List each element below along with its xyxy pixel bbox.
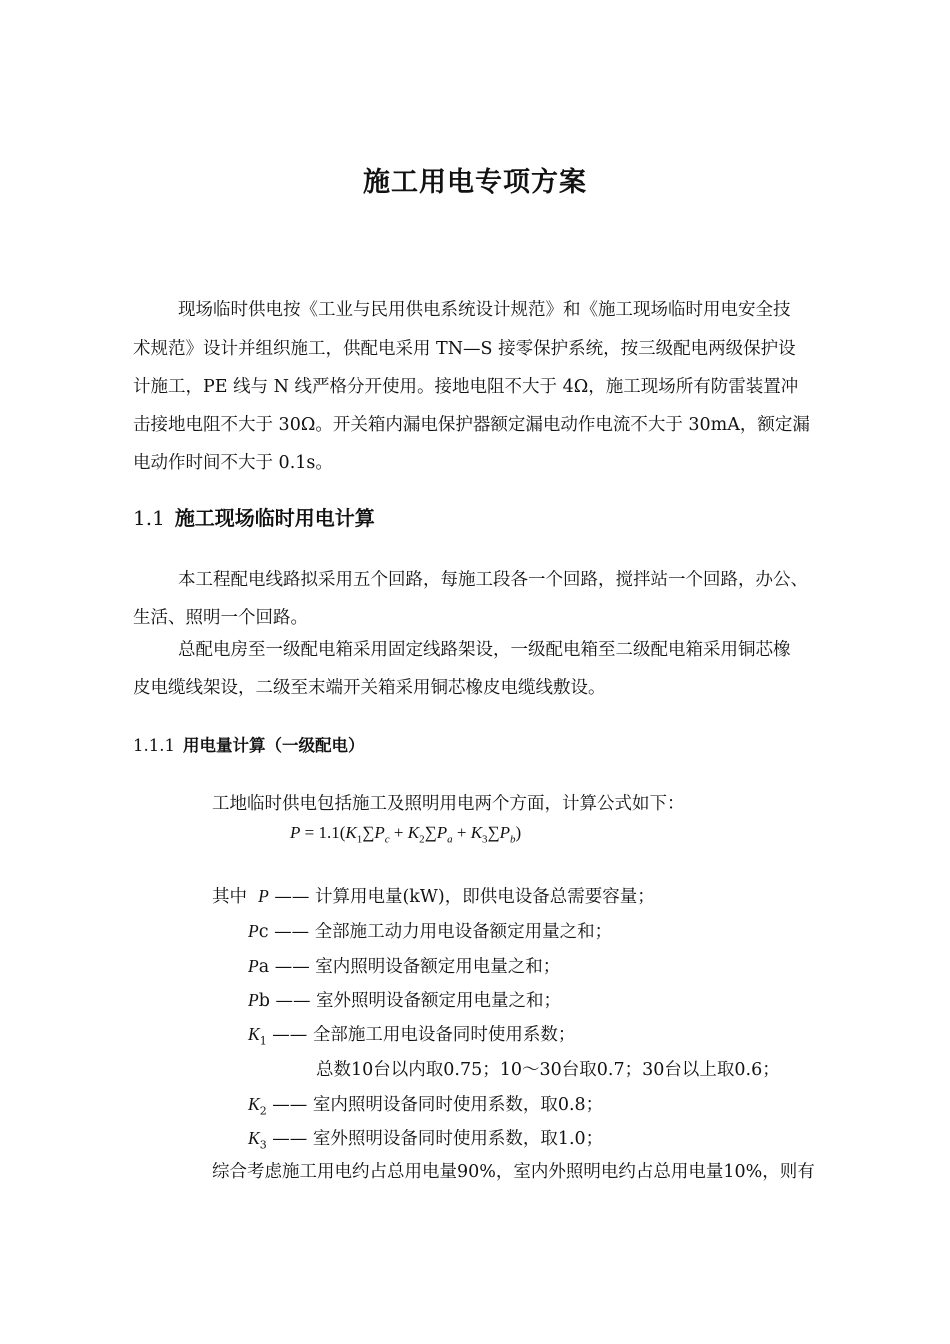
def-p bbox=[212, 883, 655, 908]
formula-pc-sub: c bbox=[384, 833, 390, 846]
formula-k1: K bbox=[345, 823, 357, 842]
section-title: 施工现场临时用电计算 bbox=[174, 506, 375, 530]
section-number: 1.1 bbox=[133, 506, 165, 530]
def-k2-text: —— 室内照明设备同时使用系数，取0.8； bbox=[272, 1095, 604, 1115]
formula-sum-1: ∑ bbox=[362, 823, 375, 842]
formula-k2-sub: 2 bbox=[419, 833, 425, 846]
intro-line-5: 电动作时间不大于 0.1s。 bbox=[133, 453, 333, 473]
def-pb-text: —— 室外照明设备额定用电量之和； bbox=[275, 991, 562, 1011]
def-pa-symbol: P bbox=[248, 956, 259, 976]
def-k3 bbox=[248, 1125, 603, 1152]
section-para-line-4: 皮电缆线架设，二级至末端开关箱采用铜芯橡皮电缆线敷设。 bbox=[133, 678, 606, 698]
formula-k1-sub: 1 bbox=[356, 833, 363, 846]
def-k3-text: —— 室外照明设备同时使用系数，取1.0； bbox=[272, 1129, 604, 1149]
intro-line-4: 击接地电阻不大于 30Ω。开关箱内漏电保护器额定漏电动作电流不大于 30mA，额定漏 bbox=[133, 415, 810, 435]
power-formula bbox=[290, 823, 521, 845]
formula-k3-sub: 3 bbox=[482, 833, 488, 846]
formula-k2: K bbox=[407, 823, 420, 842]
formula-pa: P bbox=[436, 823, 448, 842]
def-pb-sub: b bbox=[258, 991, 270, 1011]
def-k2 bbox=[248, 1091, 603, 1118]
formula-k3: K bbox=[470, 823, 483, 842]
def-pc bbox=[248, 918, 612, 943]
formula-eq: = 1.1( bbox=[300, 823, 346, 842]
section-para-line-3: 总配电房至一级配电箱采用固定线路架设，一级配电箱至二级配电箱采用铜芯橡 bbox=[178, 640, 791, 660]
formula-intro: 工地临时供电包括施工及照明用电两个方面，计算公式如下： bbox=[212, 794, 685, 814]
formula-plus-2: + bbox=[452, 823, 471, 842]
formula-pa-sub: a bbox=[447, 833, 453, 846]
def-pa-text: —— 室内照明设备额定用电量之和； bbox=[274, 957, 561, 977]
formula-sum-2: ∑ bbox=[424, 823, 437, 842]
formula-pb: P bbox=[499, 823, 511, 842]
def-k1-sub: 1 bbox=[259, 1034, 267, 1048]
def-pc-sub: c bbox=[258, 922, 269, 942]
intro-line-2: 术规范》设计并组织施工，供配电采用 TN—S 接零保护系统，按三级配电两级保护设 bbox=[133, 339, 796, 359]
section-heading bbox=[133, 502, 375, 531]
def-k1-text: —— 全部施工用电设备同时使用系数； bbox=[272, 1025, 576, 1045]
formula-close: ) bbox=[515, 823, 522, 842]
def-pa-sub: a bbox=[258, 957, 270, 977]
def-pb bbox=[248, 987, 561, 1012]
subsection-number: 1.1.1 bbox=[133, 736, 175, 755]
document-title: 施工用电专项方案 bbox=[363, 167, 587, 198]
formula-pb-sub: b bbox=[510, 833, 516, 846]
def-k1-symbol: K bbox=[248, 1024, 260, 1044]
def-p-text: —— 计算用电量(kW)，即供电设备总需要容量； bbox=[274, 887, 655, 907]
formula-plus-1: + bbox=[389, 823, 408, 842]
def-pa bbox=[248, 953, 560, 978]
def-p-symbol: P bbox=[258, 886, 269, 906]
subsection-title: 用电量计算（一级配电） bbox=[182, 736, 365, 755]
section-para-line-1: 本工程配电线路拟采用五个回路，每施工段各一个回路，搅拌站一个回路，办公、 bbox=[178, 570, 808, 590]
formula-p: P bbox=[290, 823, 301, 842]
intro-line-3: 计施工，PE 线与 N 线严格分开使用。接地电阻不大于 4Ω，施工现场所有防雷装置冲 bbox=[133, 377, 799, 397]
def-k2-symbol: K bbox=[248, 1094, 260, 1114]
section-para-line-2: 生活、照明一个回路。 bbox=[133, 608, 308, 628]
def-pb-symbol: P bbox=[248, 990, 259, 1010]
def-k1-note: 总数10台以内取0.75；10～30台取0.7；30台以上取0.6； bbox=[316, 1060, 780, 1080]
intro-line-1: 现场临时供电按《工业与民用供电系统设计规范》和《施工现场临时用电安全技 bbox=[178, 300, 791, 320]
def-k2-sub: 2 bbox=[259, 1104, 267, 1118]
closing-line: 综合考虑施工用电约占总用电量90%，室内外照明电约占总用电量10%，则有 bbox=[212, 1162, 815, 1182]
formula-sum-3: ∑ bbox=[487, 823, 500, 842]
def-k1 bbox=[248, 1021, 575, 1048]
def-pc-text: —— 全部施工动力用电设备额定用量之和； bbox=[274, 922, 613, 942]
subsection-heading bbox=[133, 732, 364, 756]
def-k3-symbol: K bbox=[248, 1128, 260, 1148]
def-k3-sub: 3 bbox=[259, 1138, 267, 1152]
formula-pc: P bbox=[374, 823, 385, 842]
def-pc-symbol: P bbox=[248, 921, 259, 941]
def-lead: 其中 bbox=[212, 887, 247, 907]
